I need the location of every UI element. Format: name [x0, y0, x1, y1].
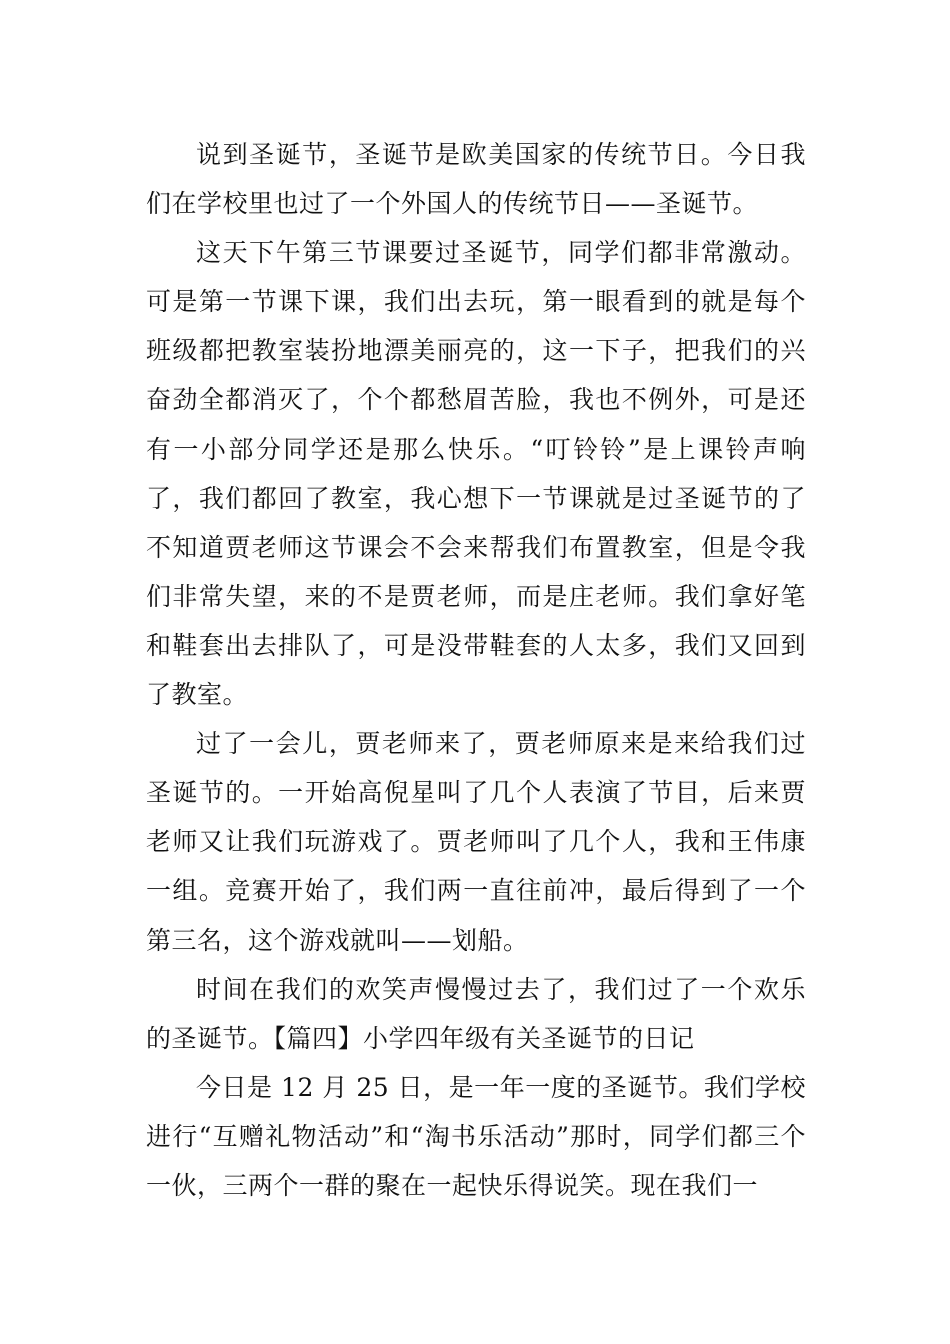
- paragraph-3: 过了一会儿，贾老师来了，贾老师原来是来给我们过圣诞节的。一开始高倪星叫了几个人表演了节目，后来贾老师又让我们玩游戏了。贾老师叫了几个人，我和王伟康一组。竞赛开始了，我们两一直往前冲，最后得到了一个第三名，这个游戏就叫——划船。: [146, 729, 806, 955]
- paragraph-2: 这天下午第三节课要过圣诞节，同学们都非常激动。可是第一节课下课，我们出去玩，第一眼看到的就是每个班级都把教室装扮地漂美丽亮的，这一下子，把我们的兴奋劲全都消灭了，个个都愁眉苦脸，我也不例外，可是还有一小部分同学还是那么快乐。“叮铃铃”是上课铃声响了，我们都回了教室，我心想下一节课就是过圣诞节的了不知道贾老师这节课会不会来帮我们布置教室，但是令我们非常失望，来的不是贾老师，而是庄老师。我们拿好笔和鞋套出去排队了，可是没带鞋套的人太多，我们又回到了教室。: [146, 238, 806, 710]
- paragraph-1: 说到圣诞节，圣诞节是欧美国家的传统节日。今日我们在学校里也过了一个外国人的传统节日——圣诞节。: [146, 140, 806, 219]
- paragraph-5: 今日是 12 月 25 日，是一年一度的圣诞节。我们学校进行“互赠礼物活动”和“淘书乐活动”那时，同学们都三个一伙，三两个一群的聚在一起快乐得说笑。现在我们一: [146, 1072, 806, 1200]
- paragraph-4: 时间在我们的欢笑声慢慢过去了，我们过了一个欢乐的圣诞节。【篇四】小学四年级有关圣诞节的日记: [146, 974, 806, 1053]
- document-page: [146, 130, 806, 1210]
